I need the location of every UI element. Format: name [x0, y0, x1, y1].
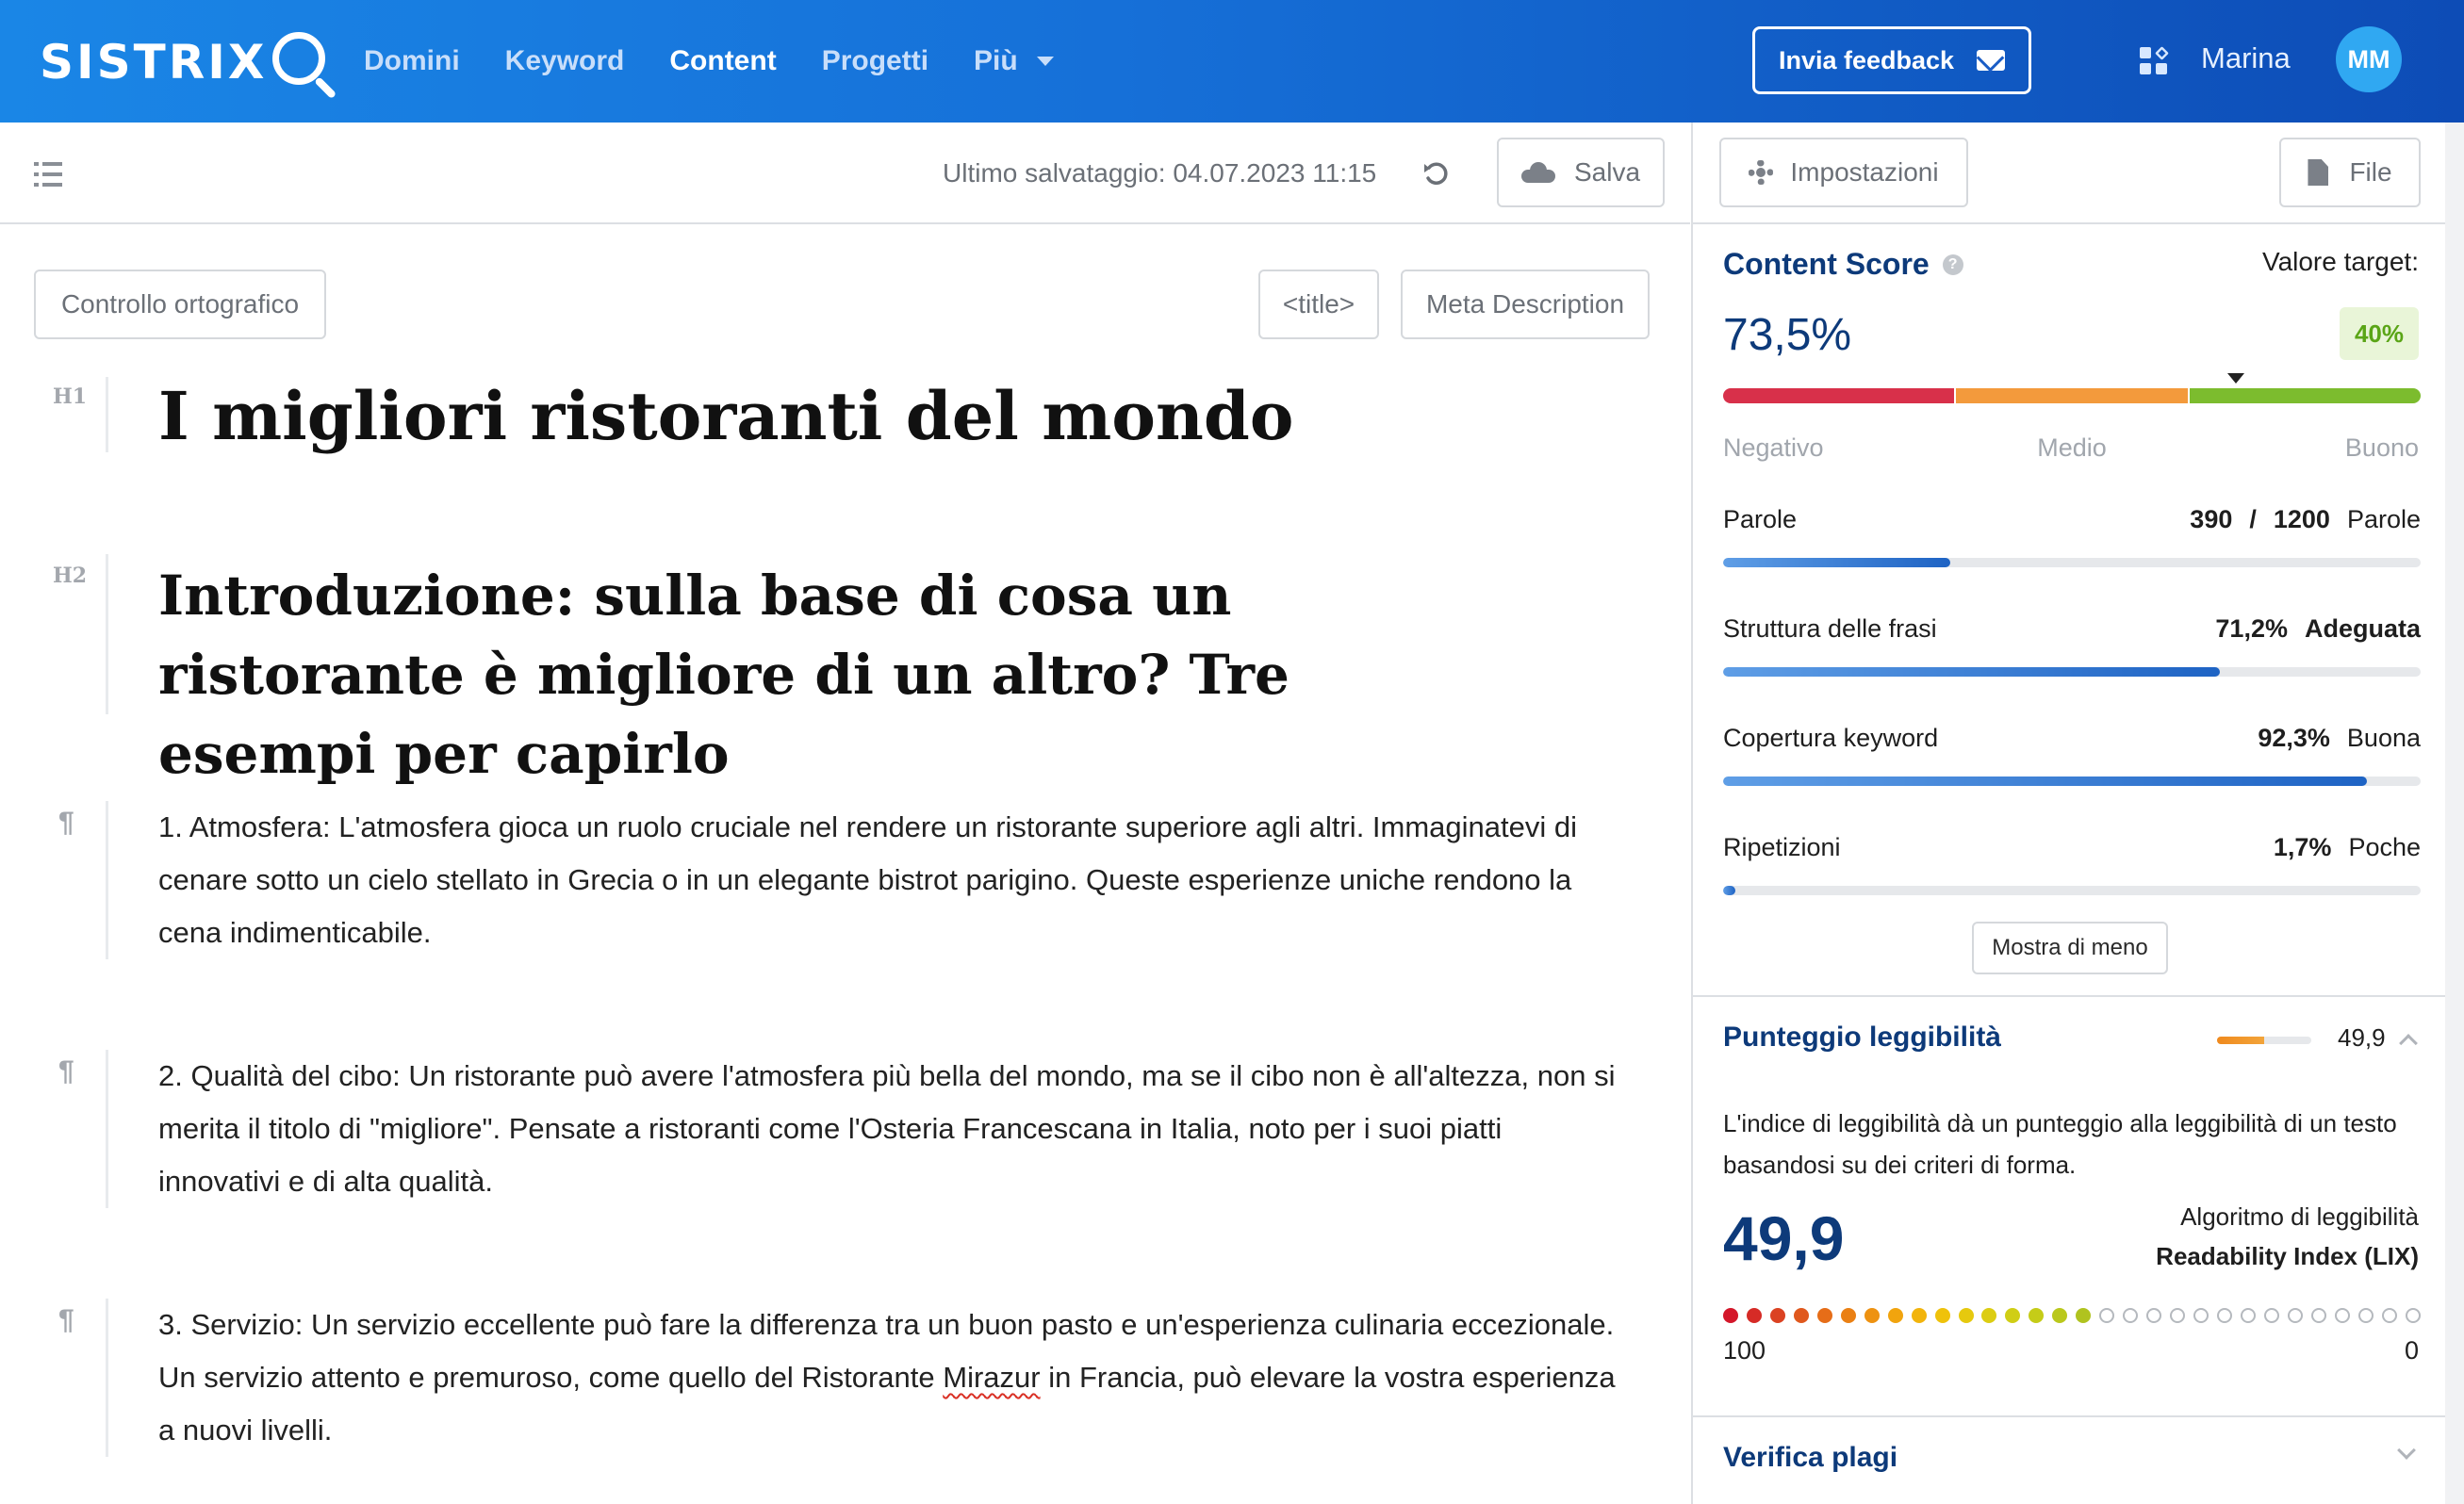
- paragraph-marker-icon: ¶: [58, 1304, 74, 1335]
- metric-values: [2215, 614, 2421, 644]
- readability-dot: [1935, 1308, 1950, 1323]
- metric-progress-fill: [1723, 558, 1950, 567]
- metric-progress-fill: [1723, 667, 2220, 677]
- metric-status: Poche: [2348, 833, 2421, 861]
- readability-dot: [2241, 1308, 2256, 1323]
- logo-text: SISTRIX: [40, 35, 268, 90]
- readability-dot: [2264, 1308, 2279, 1323]
- envelope-icon: [1977, 50, 2005, 71]
- metric-sentence-structure: [1723, 614, 2421, 680]
- apps-grid-icon[interactable]: [2140, 47, 2168, 75]
- paragraph-3-text: 3. Servizio: Un servizio eccellente può fare la differenza tra un buon pasto e un'esperienza culinaria eccezionale. Un servizio attento e premuroso, come quello del Ristorante: [158, 1308, 1615, 1394]
- word-separator: /: [2249, 505, 2257, 533]
- content-score-value: 73,5%: [1723, 310, 1852, 360]
- metric-values: [2258, 724, 2421, 753]
- plagiarism-title[interactable]: Verifica plagi: [1723, 1442, 1898, 1473]
- paragraph-3[interactable]: [158, 1299, 1629, 1457]
- scale-medium: Medio: [2037, 433, 2107, 462]
- metric-progress-fill: [1723, 886, 1735, 895]
- word-count: 390: [2190, 505, 2233, 533]
- score-bar-segment: [2190, 388, 2421, 403]
- paragraph-2[interactable]: 2. Qualità del cibo: Un ristorante può avere l'atmosfera più bella del mondo, ma se il cibo non è all'altezza, non si merita il titolo di "migliore". Pensate a ristoranti come l'Osteria Francescana in Italia, noto per i suoi piatti innovativi e di alta qualità.: [158, 1059, 1616, 1198]
- outline-list-icon[interactable]: [34, 162, 62, 187]
- scale-max: 0: [2404, 1336, 2419, 1365]
- feedback-button[interactable]: [1752, 26, 2031, 94]
- scale-good: Buono: [2344, 433, 2419, 462]
- file-label: File: [2349, 157, 2392, 187]
- misspelled-word[interactable]: Mirazur: [943, 1361, 1041, 1394]
- metric-keyword-coverage: [1723, 724, 2421, 790]
- nav-domini[interactable]: Domini: [364, 45, 460, 76]
- score-bar-segment: [1723, 388, 1954, 403]
- readability-dot: [2382, 1308, 2397, 1323]
- username[interactable]: Marina: [2201, 41, 2291, 74]
- caret-down-icon: [1037, 57, 1054, 66]
- block-gutter-line: [106, 377, 108, 452]
- block-gutter-line: [106, 554, 108, 714]
- readability-dot: [2029, 1308, 2044, 1323]
- readability-dot: [2193, 1308, 2209, 1323]
- score-bar-segment: [1956, 388, 2187, 403]
- scale-negative: Negativo: [1723, 433, 1824, 462]
- readability-dot: [1981, 1308, 1996, 1323]
- main-nav: [364, 0, 1054, 123]
- nav-progetti[interactable]: Progetti: [821, 45, 929, 76]
- file-button[interactable]: [2279, 138, 2421, 207]
- spellcheck-button[interactable]: Controllo ortografico: [34, 270, 326, 339]
- content-score-label: Content Score: [1723, 247, 1930, 281]
- block-tag-h1: H1: [53, 384, 88, 409]
- target-label: Valore target:: [2261, 247, 2419, 276]
- heading-h1[interactable]: I migliori ristoranti del mondo: [158, 377, 1294, 455]
- metric-status: Adeguata: [2304, 614, 2421, 643]
- readability-mini-fill: [2217, 1037, 2264, 1044]
- panel-toolbar: [1693, 123, 2447, 224]
- scale-min: 100: [1723, 1336, 1766, 1365]
- metric-status: Buona: [2346, 724, 2421, 752]
- save-button[interactable]: [1497, 138, 1665, 207]
- readability-dot: [2052, 1308, 2067, 1323]
- section-divider: [1693, 995, 2447, 997]
- block-gutter-line: [106, 1299, 108, 1457]
- chevron-down-icon[interactable]: [2397, 1441, 2416, 1460]
- editor-toolbar: [0, 123, 1690, 224]
- readability-score: 49,9: [1723, 1203, 1845, 1273]
- readability-dot: [2170, 1308, 2185, 1323]
- save-label: Salva: [1573, 157, 1641, 187]
- readability-mini-value: 49,9: [2338, 1023, 2386, 1052]
- readability-title[interactable]: Punteggio leggibilità: [1723, 1022, 2001, 1053]
- metric-values: [2190, 505, 2421, 534]
- paragraph-3-text-end: in Francia, può elevare la vostra esperienza a nuovi livelli.: [158, 1361, 1616, 1447]
- algorithm-label: Algoritmo di leggibilità: [2180, 1202, 2419, 1231]
- metric-label: Ripetizioni: [1723, 833, 1841, 861]
- readability-mini-bar: [2217, 1037, 2311, 1044]
- block-gutter-line: [106, 1050, 108, 1208]
- paragraph-1[interactable]: 1. Atmosfera: L'atmosfera gioca un ruolo cruciale nel rendere un ristorante superiore agli altri. Immaginatevi di cenare sotto un cielo stellato in Grecia o in un elegante bistrot parigino. Queste esperienze uniche rendono la cena indimenticabile.: [158, 810, 1578, 949]
- last-save-status: Ultimo salvataggio: 04.07.2023 11:15: [943, 158, 1377, 188]
- heading-h2[interactable]: Introduzione: sulla base di cosa un ristorante è migliore di un altro? Tre esempi per capirlo: [158, 564, 1289, 786]
- readability-dot: [2358, 1308, 2374, 1323]
- gear-icon: [1749, 160, 1773, 185]
- metric-progress: [1723, 777, 2421, 786]
- metric-label: Parole: [1723, 505, 1798, 533]
- block-tag-h2: H2: [53, 564, 88, 588]
- readability-dot: [1817, 1308, 1832, 1323]
- readability-dot: [2123, 1308, 2138, 1323]
- chevron-up-icon[interactable]: [2399, 1034, 2418, 1053]
- show-less-button[interactable]: Mostra di meno: [1972, 922, 2168, 974]
- editor-panel: [0, 123, 1690, 1504]
- metric-label: Copertura keyword: [1723, 724, 1939, 752]
- readability-dot: [2146, 1308, 2161, 1323]
- feedback-label: Invia feedback: [1778, 45, 1955, 74]
- settings-button[interactable]: [1719, 138, 1968, 207]
- readability-dot: [1770, 1308, 1785, 1323]
- paragraph-marker-icon: ¶: [58, 807, 74, 838]
- settings-label: Impostazioni: [1790, 157, 1939, 187]
- score-panel: [1691, 123, 2445, 1504]
- nav-content[interactable]: Content: [669, 45, 777, 76]
- readability-dot: [1794, 1308, 1809, 1323]
- metric-value: 71,2%: [2215, 614, 2288, 643]
- file-icon: [2308, 159, 2328, 186]
- metric-repetitions: [1723, 833, 2421, 899]
- readability-dot: [1747, 1308, 1762, 1323]
- readability-dot-scale: [1723, 1308, 2421, 1323]
- scrollbar[interactable]: [2445, 123, 2464, 1504]
- top-navigation-bar: [0, 0, 2464, 123]
- word-target: 1200: [2273, 505, 2330, 533]
- metric-values: [2274, 833, 2421, 862]
- block-gutter-line: [106, 801, 108, 959]
- metric-progress: [1723, 558, 2421, 567]
- readability-dot: [2076, 1308, 2091, 1323]
- readability-dot: [1841, 1308, 1856, 1323]
- metric-progress: [1723, 886, 2421, 895]
- content-score-title: [1723, 247, 1963, 282]
- paragraph-marker-icon: ¶: [58, 1055, 74, 1087]
- metric-words: [1723, 505, 2421, 571]
- readability-dot: [2406, 1308, 2421, 1323]
- score-marker-icon: [2227, 373, 2244, 384]
- meta-description-button[interactable]: Meta Description: [1401, 270, 1650, 339]
- readability-description: L'indice di leggibilità dà un punteggio alla leggibilità di un testo basandosi su dei criteri di forma.: [1723, 1109, 2397, 1179]
- help-icon[interactable]: ?: [1943, 254, 1963, 275]
- readability-dot: [2005, 1308, 2020, 1323]
- avatar[interactable]: MM: [2336, 26, 2402, 92]
- undo-icon[interactable]: [1421, 158, 1452, 188]
- magnifier-icon: [271, 28, 338, 96]
- nav-piu[interactable]: [974, 45, 1054, 77]
- nav-piu-label: Più: [974, 45, 1018, 76]
- content-score-bar: [1723, 388, 2421, 403]
- section-divider: [1693, 1415, 2447, 1417]
- metric-progress: [1723, 667, 2421, 677]
- metric-value: 92,3%: [2258, 724, 2330, 752]
- readability-dot: [2311, 1308, 2326, 1323]
- readability-dot: [2335, 1308, 2350, 1323]
- readability-dot: [1912, 1308, 1927, 1323]
- readability-dot: [1723, 1308, 1738, 1323]
- title-tag-button[interactable]: <title>: [1258, 270, 1379, 339]
- readability-dot: [1888, 1308, 1903, 1323]
- algorithm-value[interactable]: Readability Index (LIX): [2156, 1242, 2419, 1270]
- readability-dot: [2217, 1308, 2232, 1323]
- word-unit: Parole: [2346, 505, 2421, 533]
- readability-dot: [2288, 1308, 2303, 1323]
- readability-dot: [1959, 1308, 1974, 1323]
- nav-keyword[interactable]: Keyword: [504, 45, 625, 76]
- readability-dot: [2099, 1308, 2114, 1323]
- metric-value: 1,7%: [2273, 833, 2332, 861]
- sistrix-logo[interactable]: [40, 28, 338, 96]
- target-value-badge: 40%: [2340, 307, 2419, 360]
- cloud-icon: [1521, 162, 1555, 183]
- metric-label: Struttura delle frasi: [1723, 614, 1937, 643]
- metric-progress-fill: [1723, 777, 2367, 786]
- readability-dot: [1864, 1308, 1880, 1323]
